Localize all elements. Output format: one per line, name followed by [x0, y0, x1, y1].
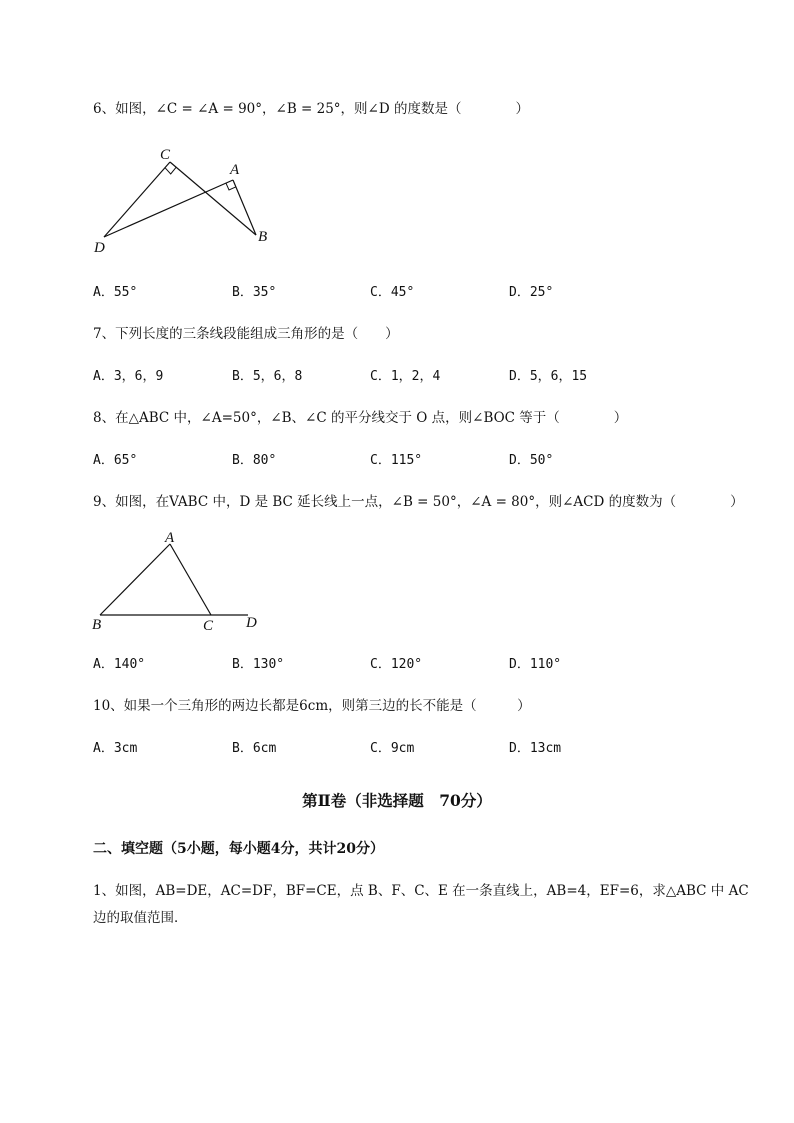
q8-choice-d[interactable]: D．50°: [509, 453, 554, 468]
question-10-text: 10、如果一个三角形的两边长都是6cm，则第三边的长不能是（ ）: [93, 698, 531, 714]
q8-choice-c[interactable]: C．115°: [370, 453, 423, 468]
question-8-text: 8、在△ABC 中，∠A=50°，∠B、∠C 的平分线交于 O 点，则∠BOC 等于（ ）: [93, 410, 628, 426]
q10-choice-a[interactable]: A．3cm: [93, 741, 138, 756]
right-angle-mark-c: [165, 167, 176, 174]
question-6-text: 6、如图，∠C = ∠A = 90°，∠B = 25°，则∠D 的度数是（ ）: [93, 101, 529, 117]
q9-choice-b[interactable]: B．130°: [232, 657, 285, 672]
q7-choice-d[interactable]: D．5，6，15: [509, 369, 588, 384]
label-c: C: [160, 147, 171, 163]
q10-choice-b[interactable]: B．6cm: [232, 741, 277, 756]
question-6-figure: [90, 140, 290, 260]
q8-choice-b[interactable]: B．80°: [232, 453, 277, 468]
segment-ac: [170, 544, 211, 615]
question-9-figure: [88, 528, 278, 636]
label-b: B: [92, 617, 102, 633]
segment-ab: [233, 180, 256, 235]
question-7-text: 7、下列长度的三条线段能组成三角形的是（ ）: [93, 326, 399, 342]
section-2-title: 第Ⅱ卷（非选择题 70分）: [302, 791, 492, 810]
q10-choice-c[interactable]: C．9cm: [370, 741, 415, 756]
q7-choice-a[interactable]: A．3，6，9: [93, 369, 164, 384]
segment-dc: [104, 162, 170, 237]
fill-question-1-line-1: 1、如图，AB=DE，AC=DF，BF=CE，点 B、F、C、E 在一条直线上，AB=4，EF=6，求△ABC 中 AC: [93, 883, 749, 899]
q8-choice-a[interactable]: A．65°: [93, 453, 138, 468]
q9-choice-c[interactable]: C．120°: [370, 657, 423, 672]
label-a: A: [165, 530, 175, 546]
label-d: D: [246, 615, 257, 631]
fill-in-heading: 二、填空题（5小题，每小题4分，共计20分）: [93, 841, 384, 857]
fill-question-1-line-2: 边的取值范围．: [93, 910, 188, 926]
label-a: A: [230, 162, 240, 178]
q9-choice-d[interactable]: D．110°: [509, 657, 562, 672]
segment-ba: [100, 544, 170, 615]
q10-choice-d[interactable]: D．13cm: [509, 741, 562, 756]
q7-choice-b[interactable]: B．5，6，8: [232, 369, 303, 384]
label-d: D: [94, 240, 105, 256]
q7-choice-c[interactable]: C．1，2，4: [370, 369, 441, 384]
label-c: C: [203, 618, 214, 634]
q6-choice-a[interactable]: A．55°: [93, 285, 138, 300]
q6-choice-d[interactable]: D．25°: [509, 285, 554, 300]
q6-choice-c[interactable]: C．45°: [370, 285, 415, 300]
segment-da: [104, 180, 233, 237]
question-9-text: 9、如图，在VABC 中，D 是 BC 延长线上一点，∠B = 50°，∠A = 80°，则∠ACD 的度数为（ ）: [93, 494, 744, 510]
q6-choice-b[interactable]: B．35°: [232, 285, 277, 300]
q9-choice-a[interactable]: A．140°: [93, 657, 146, 672]
segment-cb: [170, 162, 256, 235]
label-b: B: [258, 229, 268, 245]
